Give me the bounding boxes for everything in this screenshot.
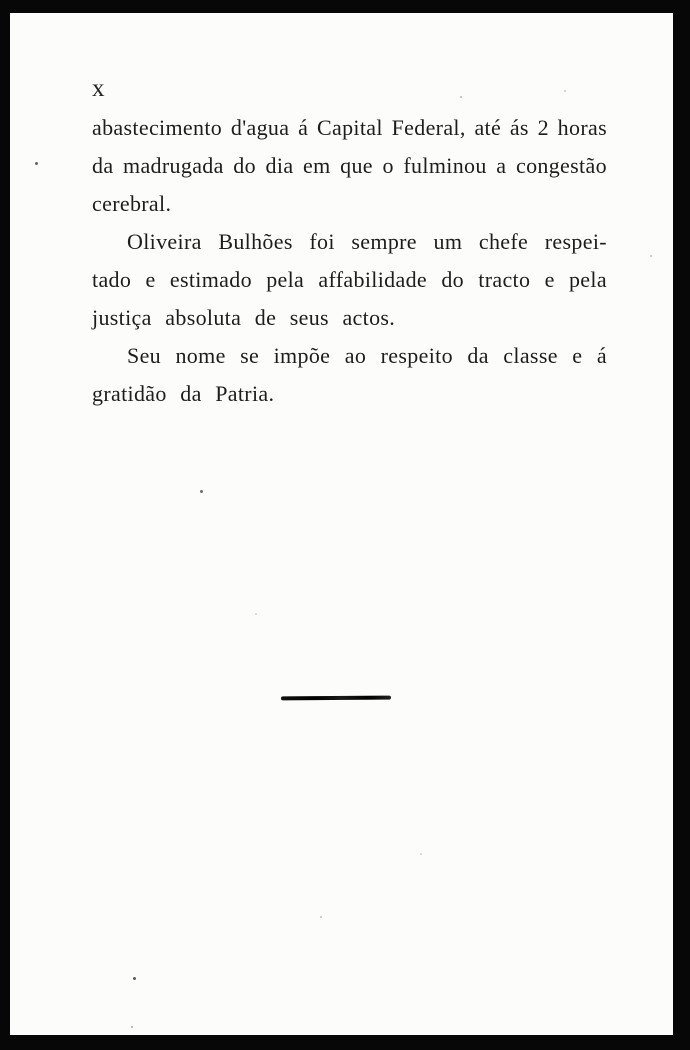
scan-speck — [35, 162, 38, 165]
scan-speck — [460, 96, 462, 98]
text-line: Seu nome se impõe ao respeito da classe e á — [127, 343, 607, 368]
section-divider-rule — [281, 696, 391, 701]
paper-page — [10, 13, 673, 1035]
text-line: abastecimento d'agua á Capital Federal, até ás 2 horas — [92, 115, 607, 140]
scan-speck — [320, 916, 322, 918]
scan-speck — [131, 1026, 133, 1028]
scan-speck — [650, 255, 652, 257]
scan-speck — [255, 613, 257, 615]
body-text — [92, 109, 607, 413]
scan-speck — [420, 853, 422, 855]
text-line: justiça absoluta de seus actos. — [92, 305, 396, 330]
scan-speck — [200, 490, 203, 493]
scan-speck — [564, 90, 566, 92]
text-line: tado e estimado pela affabilidade do tracto e pela — [92, 267, 607, 292]
text-line: Oliveira Bulhões foi sempre um chefe respei- — [127, 229, 607, 254]
text-line: cerebral. — [92, 191, 172, 216]
text-line: gratidão da Patria. — [92, 381, 275, 406]
page-number: x — [92, 75, 106, 102]
text-line: da madrugada do dia em que o fulminou a congestão — [92, 153, 607, 178]
scan-speck — [133, 977, 136, 980]
